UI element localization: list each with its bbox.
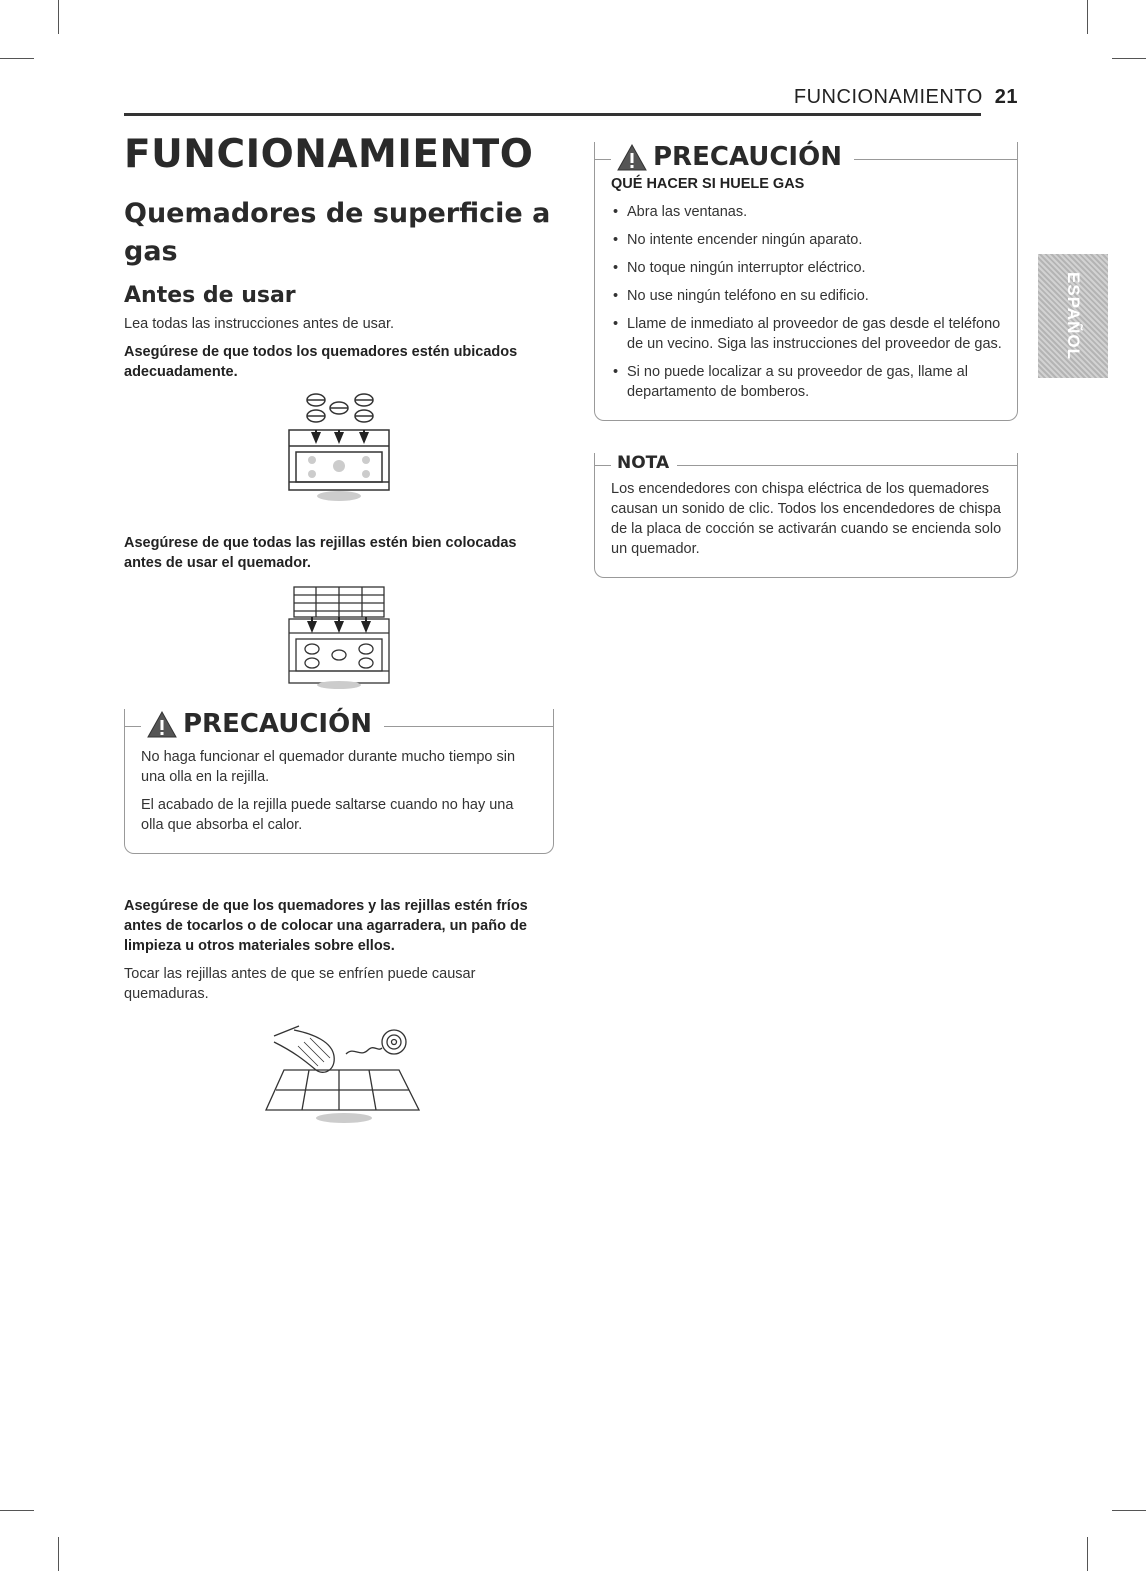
running-header [794,86,1018,109]
caution-rule [854,159,1017,160]
subsection-title: Antes de usar [124,283,296,308]
burner-placement-illustration [284,390,394,505]
crop-mark [1112,1510,1146,1511]
nota-text: Los encendedores con chispa eléctrica de los quemadores causan un sonido de clic. Todos los encendedores de chispa de la placa de cocción se activarán cuando se encienda solo un quemador. [611,481,1002,557]
right-column [594,142,1018,578]
header-rule [124,113,981,116]
caution-title [617,142,842,172]
warning-triangle-icon [147,711,177,738]
page-number: 21 [994,86,1018,108]
section-title: Quemadores de superficie a gas [124,198,551,267]
crop-mark [0,58,34,59]
header-section: FUNCIONAMIENTO [793,86,983,108]
nota-title: NOTA [617,453,670,473]
crop-mark [1087,1537,1088,1571]
language-tab-label: ESPAÑOL [1064,272,1083,360]
caution-rule [384,726,553,727]
caution-title-text: PRECAUCIÓN [653,142,842,172]
gas-caution-subtitle: QUÉ HACER SI HUELE GAS [611,176,805,192]
cool-note: Asegúrese de que los quemadores y las rejillas estén fríos antes de tocarlos o de colocar una agarradera, un paño de limpieza u otros materiales sobre ellos. [124,898,528,954]
cool-text: Tocar las rejillas antes de que se enfríen puede causar quemaduras. [124,966,476,1002]
caution-title-text: PRECAUCIÓN [183,709,372,739]
gas-caution-list [611,202,1003,402]
grates-note: Asegúrese de que todas las rejillas estén bien colocadas antes de usar el quemador. [124,535,517,571]
caution-header [125,709,553,739]
hot-grate-illustration [254,1012,424,1127]
caution-rule [125,726,141,727]
warning-triangle-icon [617,144,647,171]
intro-text: Lea todas las instrucciones antes de usar. [124,316,395,332]
list-item: • Llame de inmediato al proveedor de gas desde el teléfono de un vecino. Siga las instrucciones del proveedor de gas. [611,314,1003,354]
crop-mark [1087,0,1088,34]
nota-rule [595,465,611,466]
crop-mark [0,1510,34,1511]
crop-mark [58,0,59,34]
page-title: FUNCIONAMIENTO [124,132,534,177]
caution-box-gas [594,142,1018,421]
caution-paragraph: El acabado de la rejilla puede saltarse cuando no hay una olla que absorba el calor. [141,797,514,833]
caution-box-grate [124,709,554,854]
list-item: • No toque ningún interruptor eléctrico. [611,258,1003,278]
crop-mark [58,1537,59,1571]
nota-rule [677,465,1017,466]
caution-header [595,142,1017,172]
crop-mark [1112,58,1146,59]
language-tab [1038,254,1108,378]
left-column [124,132,554,1135]
nota-box [594,453,1018,578]
burners-note: Asegúrese de que todos los quemadores estén ubicados adecuadamente. [124,344,518,380]
list-item: • Abra las ventanas. [611,202,1003,222]
list-item: • No use ningún teléfono en su edificio. [611,286,1003,306]
caution-paragraph: No haga funcionar el quemador durante mucho tiempo sin una olla en la rejilla. [141,749,516,785]
nota-header [595,453,1017,473]
list-item: • Si no puede localizar a su proveedor de gas, llame al departamento de bomberos. [611,362,1003,402]
caution-rule [595,159,611,160]
list-item: • No intente encender ningún aparato. [611,230,1003,250]
caution-title [147,709,372,739]
grate-placement-illustration [284,581,394,691]
